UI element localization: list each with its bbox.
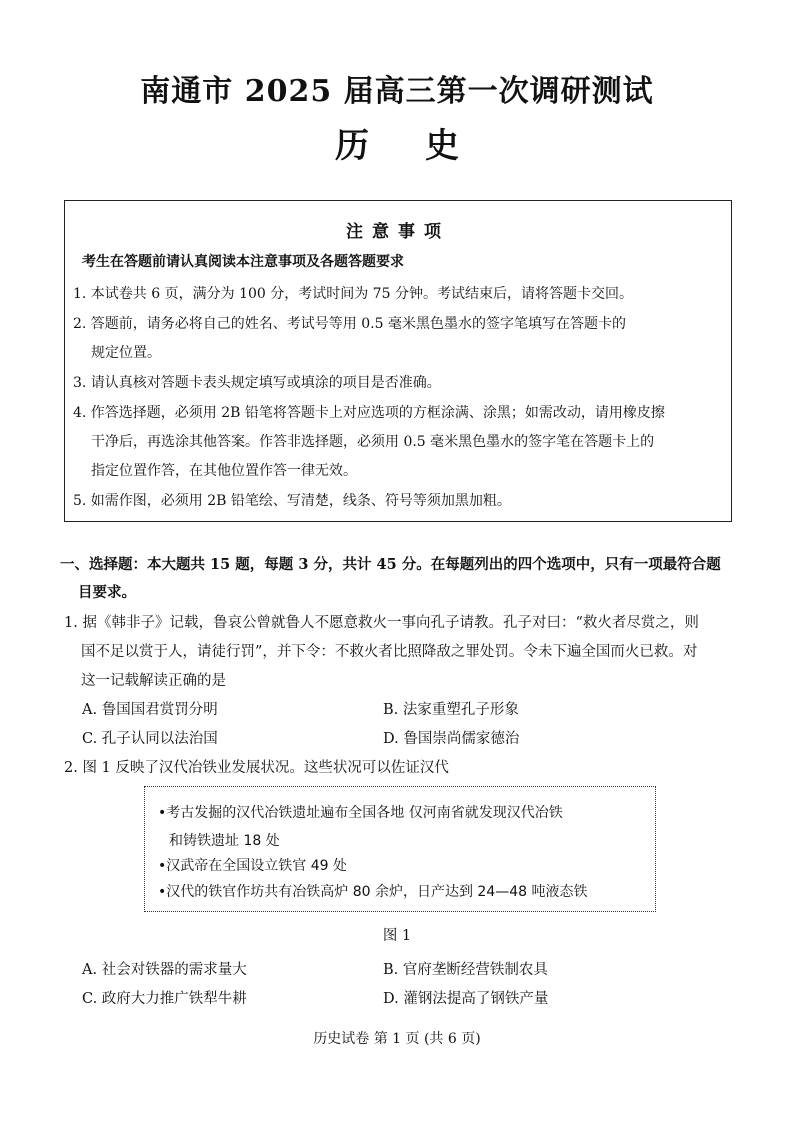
question-1-option-b[interactable]: B. 法家重塑孔子形象 (383, 702, 519, 718)
question-1-option-d[interactable]: D. 鲁国崇尚儒家德治 (383, 731, 520, 747)
question-1-option-c[interactable]: C. 孔子认同以法治国 (82, 731, 218, 747)
notice-line: 1. 本试卷共 6 页，满分为 100 分，考试时间为 75 分钟。考试结束后，请将答题卡交回。 (73, 286, 633, 302)
notice-line: 干净后，再选涂其他答案。作答非选择题，必须用 0.5 毫米黑色墨水的签字笔在答题卡上的 (91, 434, 655, 450)
figure-1-item: •汉代的铁官作坊共有冶铁高炉 80 余炉，日产达到 24—48 吨液态铁 (158, 884, 588, 900)
notice-box (64, 200, 732, 522)
section-heading-continued: 目要求。 (78, 584, 136, 601)
figure-1-box (144, 786, 656, 912)
question-2-option-d[interactable]: D. 灌钢法提高了钢铁产量 (383, 991, 549, 1007)
section-heading: 一、选择题：本大题共 15 题，每题 3 分，共计 45 分。在每题列出的四个选项中，只有一项最符合题 (60, 556, 721, 573)
notice-line: 3. 请认真核对答题卡表头规定填写或填涂的项目是否准确。 (73, 375, 441, 391)
notice-line: 4. 作答选择题，必须用 2B 铅笔将答题卡上对应选项的方框涂满、涂黑；如需改动，请用橡皮擦 (73, 405, 665, 421)
notice-title: 注意事项 (346, 222, 450, 242)
exam-subject: 历史 (335, 126, 515, 166)
page-footer: 历史试卷 第 1 页 (共 6 页) (313, 1031, 481, 1047)
notice-line: 规定位置。 (91, 345, 161, 361)
question-1-stem: 这一记载解读正确的是 (81, 673, 226, 689)
question-2-option-b[interactable]: B. 官府垄断经营铁制农具 (383, 962, 548, 978)
notice-line: 指定位置作答，在其他位置作答一律无效。 (91, 463, 357, 479)
notice-line: 5. 如需作图，必须用 2B 铅笔绘、写清楚，线条、符号等须加黑加粗。 (73, 493, 511, 509)
question-1-stem: 国不足以赏于人，请徒行罚”，并下令：不救火者比照降敌之罪处罚。令未下遍全国而火已救。对 (81, 644, 698, 660)
question-1-stem: 1. 据《韩非子》记载，鲁哀公曾就鲁人不愿意救火一事向孔子请教。孔子对曰：“救火者尽赏之，则 (64, 615, 699, 631)
figure-1-caption: 图 1 (382, 928, 412, 944)
question-1-option-a[interactable]: A. 鲁国国君赏罚分明 (82, 702, 218, 718)
exam-title: 南通市 2025 届高三第一次调研测试 (140, 74, 654, 109)
question-2-stem: 2. 图 1 反映了汉代冶铁业发展状况。这些状况可以佐证汉代 (64, 760, 449, 776)
notice-subtitle: 考生在答题前请认真阅读本注意事项及各题答题要求 (82, 254, 404, 270)
figure-1-item: 和铸铁遗址 18 处 (169, 833, 280, 849)
question-2-option-c[interactable]: C. 政府大力推广铁犁牛耕 (82, 991, 247, 1007)
figure-1-item: •汉武帝在全国设立铁官 49 处 (158, 858, 347, 874)
question-2-option-a[interactable]: A. 社会对铁器的需求量大 (82, 962, 247, 978)
figure-1-item: •考古发掘的汉代冶铁遗址遍布全国各地 仅河南省就发现汉代冶铁 (158, 805, 563, 821)
notice-line: 2. 答题前，请务必将自己的姓名、考试号等用 0.5 毫米黑色墨水的签字笔填写在答题卡的 (73, 316, 626, 332)
